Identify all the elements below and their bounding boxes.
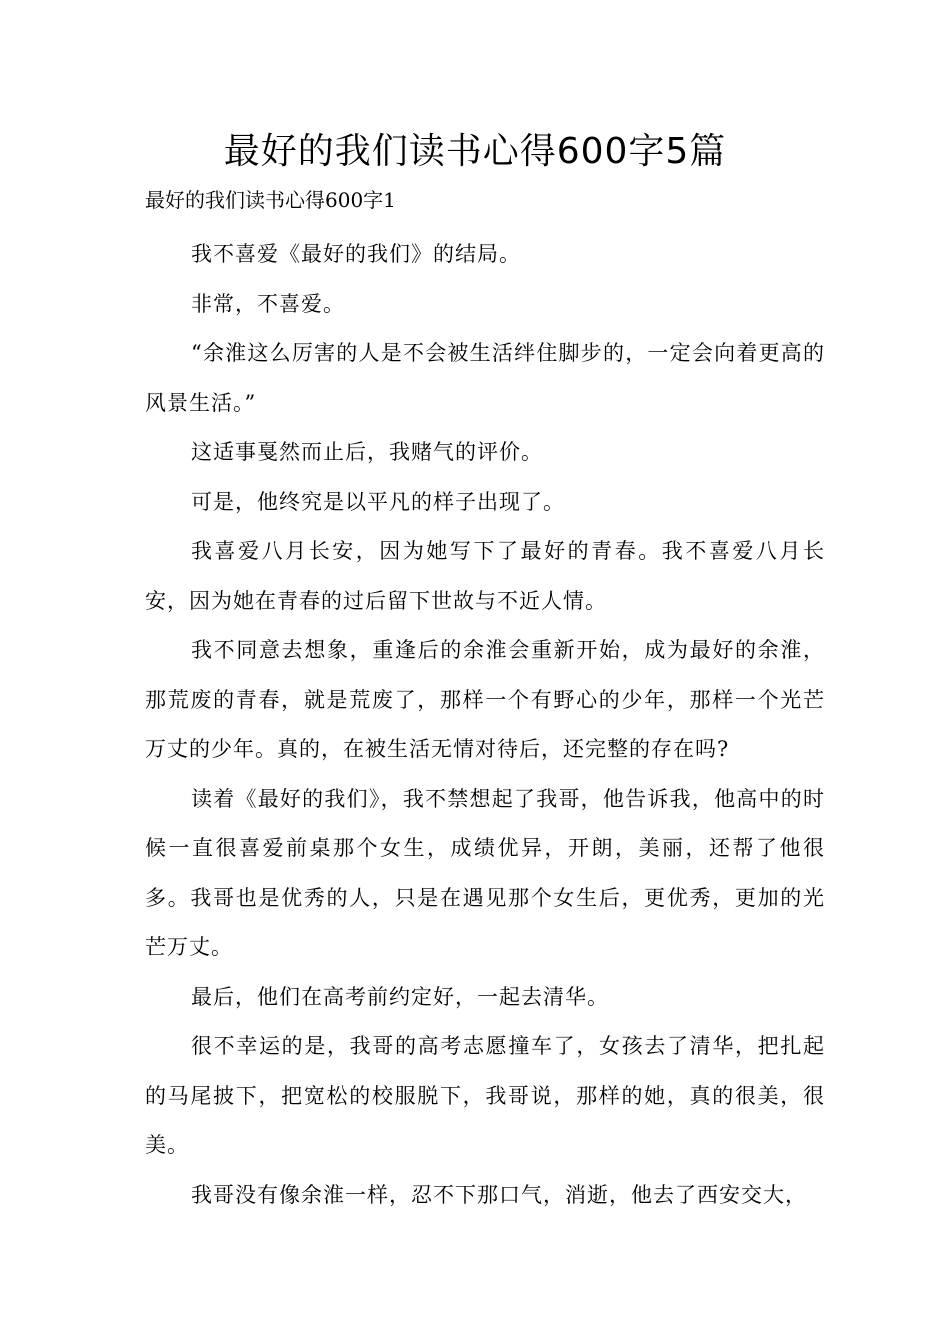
paragraph: 可是，他终究是以平凡的样子出现了。 — [191, 489, 565, 514]
paragraph: 我哥没有像余淮一样，忍不下那口气，消逝，他去了西安交大， — [191, 1182, 807, 1207]
paragraph: 这适事戛然而止后，我赌气的评价。 — [191, 440, 543, 464]
document-title: 最好的我们读书心得600字5篇 — [223, 131, 727, 172]
document-body — [145, 230, 825, 1220]
paragraph: 我不同意去想象，重逢后的余淮会重新开始，成为最好的余淮，那荒废的青春，就是荒废了，那样一个有野心的少年，那样一个光芒万丈的少年。真的，在被生活无情对待后，还完整的存在吗? — [145, 638, 825, 761]
paragraph: 很不幸运的是，我哥的高考志愿撞车了，女孩去了清华，把扎起的马尾披下，把宽松的校服脱下，我哥说，那样的她，真的很美，很美。 — [145, 1034, 825, 1157]
paragraph: 读着《最好的我们》，我不禁想起了我哥，他告诉我，他高中的时候一直很喜爱前桌那个女生，成绩优异，开朗，美丽，还帮了他很多。我哥也是优秀的人，只是在遇见那个女生后，更优秀，更加的光芒万丈。 — [145, 786, 825, 959]
paragraph: 最后，他们在高考前约定好，一起去清华。 — [191, 984, 609, 1009]
paragraph: “余淮这么厉害的人是不会被生活绊住脚步的，一定会向着更高的风景生活。” — [145, 341, 825, 415]
paragraph: 我不喜爱《最好的我们》的结局。 — [191, 242, 521, 266]
section-heading: 最好的我们读书心得600字1 — [145, 188, 396, 212]
paragraph: 我喜爱八月长安，因为她写下了最好的青春。我不喜爱八月长安，因为她在青春的过后留下世故与不近人情。 — [145, 539, 825, 613]
paragraph: 非常，不喜爱。 — [191, 291, 345, 316]
